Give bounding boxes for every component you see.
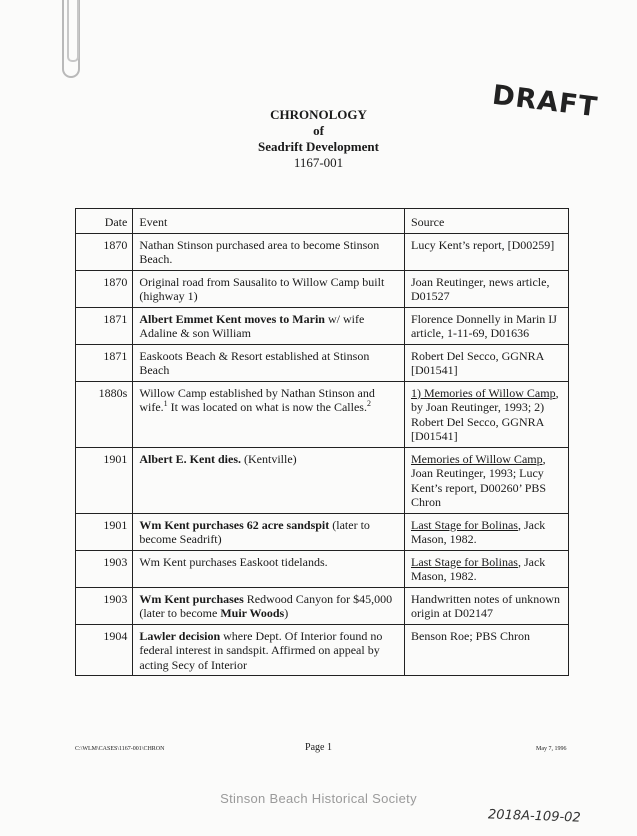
event-text-segment: Muir Woods [220, 606, 285, 620]
paperclip-icon [62, 0, 80, 78]
row-event [133, 307, 405, 344]
row-event [133, 233, 405, 270]
job-number: 1167-001 [293, 155, 344, 170]
row-source [404, 513, 568, 550]
table-row [76, 587, 569, 624]
header-source: Source [404, 209, 568, 234]
header-date: Date [76, 209, 133, 234]
table-row [76, 381, 569, 447]
event-text-segment: 2 [366, 399, 371, 408]
source-text-segment: Handwritten notes of unknown origin at D02147 [410, 591, 560, 620]
row-event [133, 624, 405, 676]
footer-file-path: C:\WLM\CASES\1167-001\CHRON [75, 746, 165, 752]
table-row [76, 344, 569, 381]
row-source [404, 307, 568, 344]
row-source [404, 270, 568, 307]
footer-page-number: Page 1 [305, 742, 332, 753]
event-text-segment: Wm Kent purchases Easkoot tidelands. [139, 554, 328, 569]
row-event [133, 587, 405, 624]
event-text-segment: (later to become Seadrift) [139, 517, 370, 546]
row-date: 1901 [76, 513, 133, 550]
row-date: 1903 [76, 587, 133, 624]
table-row [76, 270, 569, 307]
source-text-segment: Florence Donnelly in Marin IJ article, 1-11-69, D01636 [410, 311, 557, 340]
footer-date: May 7, 1996 [536, 746, 567, 752]
table-row [76, 550, 569, 587]
row-source [404, 550, 568, 587]
event-text-segment: Easkoots Beach & Resort established at Stinson Beach [139, 348, 370, 377]
row-source [404, 344, 568, 381]
row-event [133, 381, 405, 447]
event-text-segment: It was located on what is now the Calles. [167, 400, 367, 414]
row-event [133, 447, 405, 513]
source-text-segment: , Jack Mason, 1982. [410, 554, 546, 583]
chronology-table [75, 208, 569, 676]
row-date: 1870 [76, 270, 133, 307]
source-text-segment: , Joan Reutinger, 1993; Lucy Kent’s report, D00260’ PBS Chron [410, 451, 547, 509]
handwritten-accession-number: 2018A-109-02 [487, 807, 581, 826]
event-text-segment: 1 [163, 399, 168, 408]
row-event [133, 550, 405, 587]
row-source [404, 381, 568, 447]
table-row [76, 513, 569, 550]
source-text-segment: Memories of Willow Camp [410, 451, 543, 466]
row-date: 1870 [76, 233, 133, 270]
table-row [76, 447, 569, 513]
event-text-segment: Albert Emmet Kent moves to Marin [139, 311, 325, 326]
row-source [404, 587, 568, 624]
row-event [133, 513, 405, 550]
event-text-segment: Nathan Stinson purchased area to become Stinson Beach. [139, 237, 380, 266]
row-date: 1904 [76, 624, 133, 676]
row-date: 1880s [76, 381, 133, 447]
event-text-segment: Lawler decision [139, 628, 221, 643]
event-text-segment: w/ wife Adaline & son William [139, 311, 365, 340]
title-line-1: CHRONOLOGY [270, 107, 367, 122]
source-text-segment: , Jack Mason, 1982. [410, 517, 546, 546]
source-text-segment: Lucy Kent’s report, [D00259] [410, 237, 555, 252]
title-line-3: Seadrift Development [258, 139, 379, 154]
event-text-segment: Willow Camp established by Nathan Stinson and wife. [139, 385, 375, 414]
row-date: 1871 [76, 344, 133, 381]
row-event [133, 270, 405, 307]
header-event: Event [133, 209, 405, 234]
event-text-segment: Albert E. Kent dies. [139, 451, 242, 466]
row-source [404, 233, 568, 270]
source-text-segment: Last Stage for Bolinas [410, 554, 518, 569]
row-date: 1901 [76, 447, 133, 513]
source-text-segment: Last Stage for Bolinas [410, 517, 518, 532]
event-text-segment: Original road from Sausalito to Willow Camp built (highway 1) [139, 274, 385, 303]
row-date: 1871 [76, 307, 133, 344]
event-text-segment: Wm Kent purchases [139, 591, 244, 606]
watermark-text: Stinson Beach Historical Society [220, 791, 417, 806]
event-text-segment: ) [284, 606, 289, 620]
row-source [404, 447, 568, 513]
event-text-segment: Redwood Canyon for $45,000 (later to become [139, 591, 393, 620]
row-source [404, 624, 568, 676]
title-line-2: of [313, 123, 324, 138]
source-text-segment: Robert Del Secco, GGNRA [D01541] [410, 348, 544, 377]
source-text-segment: , by Joan Reutinger, 1993; 2) Robert Del Secco, GGNRA [D01541] [410, 385, 559, 443]
table-row [76, 307, 569, 344]
source-text-segment: 1) Memories of Willow Camp [410, 385, 556, 400]
document-title [0, 107, 637, 171]
event-text-segment: (Kentville) [241, 451, 297, 466]
event-text-segment: where Dept. Of Interior found no federal interest in sandspit. Affirmed on appeal by acting Secy of Interior [139, 628, 383, 672]
row-event [133, 344, 405, 381]
table-row [76, 624, 569, 676]
table-row [76, 233, 569, 270]
row-date: 1903 [76, 550, 133, 587]
source-text-segment: Benson Roe; PBS Chron [410, 628, 530, 643]
event-text-segment: Wm Kent purchases 62 acre sandspit [139, 517, 330, 532]
draft-stamp: DRAFT [490, 79, 600, 124]
table-header-row [76, 209, 569, 234]
source-text-segment: Joan Reutinger, news article, D01527 [410, 274, 550, 303]
